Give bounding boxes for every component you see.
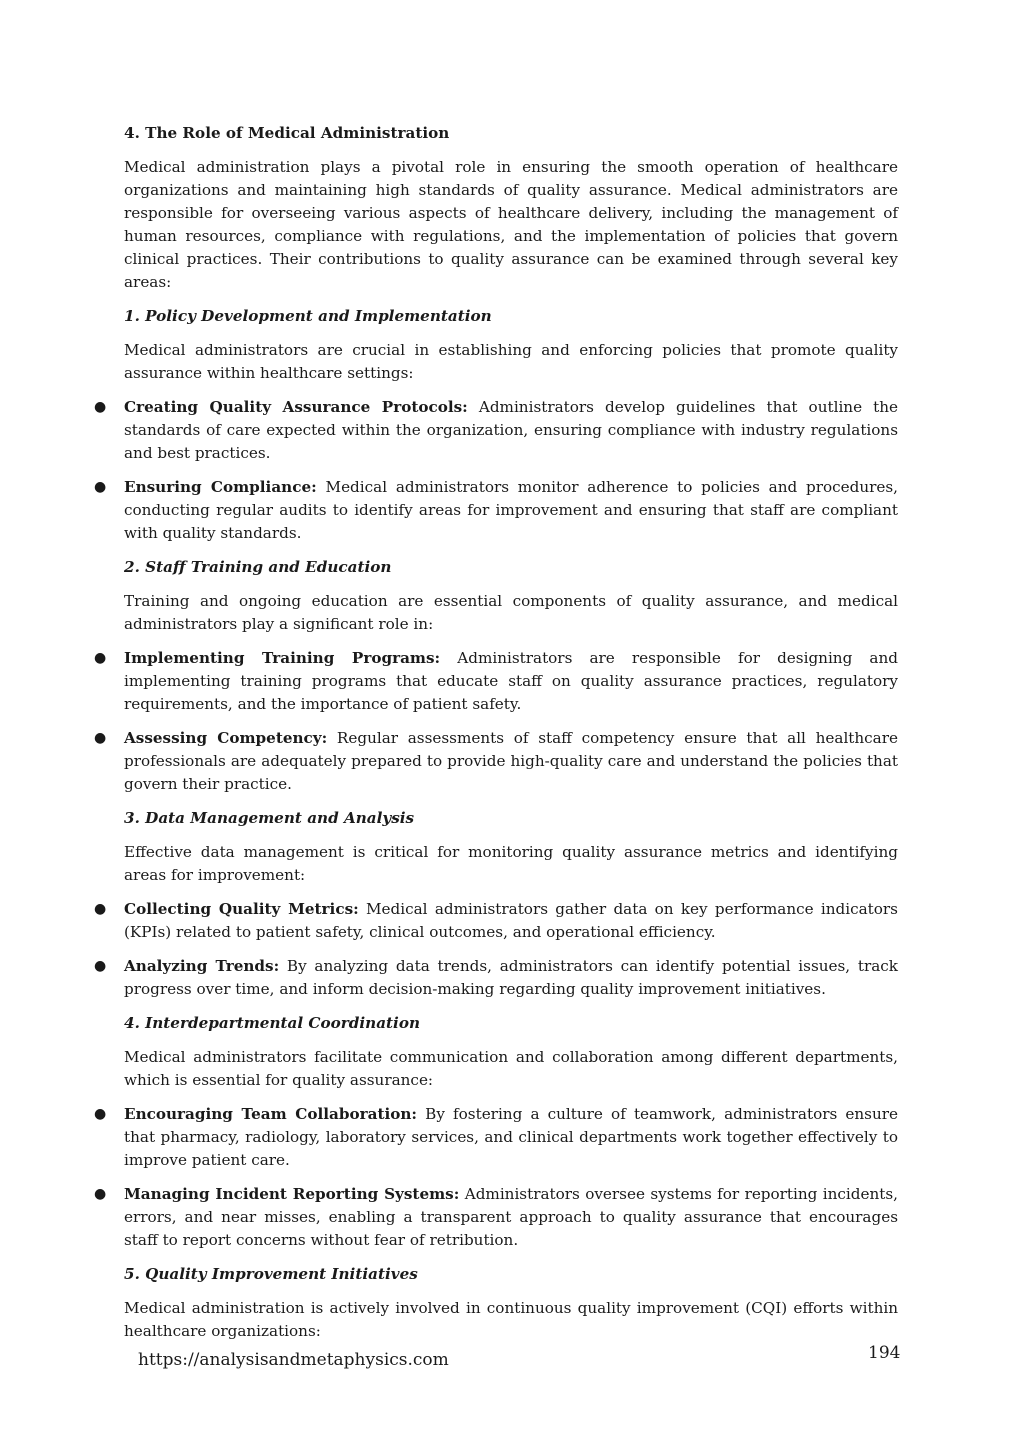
bullet-lead: Managing Incident Reporting Systems: <box>124 1185 460 1203</box>
list-item <box>94 1103 898 1172</box>
page-content <box>94 122 898 1354</box>
bullet-icon: ● <box>94 901 107 917</box>
bullet-text: Administrators are responsible for designing and implementing training programs that educate staff on quality assurance practices, regulatory requirements, and the importance of patient safety. <box>124 649 898 713</box>
section-title: 4. The Role of Medical Administration <box>124 124 450 142</box>
list-item <box>94 727 898 796</box>
bullet-text: Medical administrators monitor adherence to policies and procedures, conducting regular audits to identify areas for improvement and ensuring that staff are compliant with quality standards. <box>124 478 898 542</box>
subsection-title: 2. Staff Training and Education <box>124 558 392 576</box>
subsection-intro: Medical administration is actively involved in continuous quality improvement (CQI) efforts within healthcare organizations: <box>124 1299 898 1340</box>
bullet-list <box>94 396 898 545</box>
bullet-list <box>94 898 898 1001</box>
footer-url: https://analysisandmetaphysics.com <box>138 1350 449 1370</box>
bullet-text: Medical administrators gather data on key performance indicators (KPIs) related to patient safety, clinical outcomes, and operational efficiency. <box>124 900 898 941</box>
bullet-text: Administrators oversee systems for reporting incidents, errors, and near misses, enabling a transparent approach to quality assurance that encourages staff to report concerns without fear of retribution. <box>124 1185 898 1249</box>
section-intro: Medical administration plays a pivotal role in ensuring the smooth operation of healthcare organizations and maintaining high standards of quality assurance. Medical administrators are responsible for overseeing various aspects of healthcare delivery, including the management of human resources, compliance with regulations, and the implementation of policies that govern clinical practices. Their contributions to quality assurance can be examined through several key areas: <box>124 158 898 291</box>
subsection-title: 4. Interdepartmental Coordination <box>124 1014 420 1032</box>
list-item <box>94 476 898 545</box>
bullet-icon: ● <box>94 1106 107 1122</box>
bullet-text: Administrators develop guidelines that outline the standards of care expected within the organization, ensuring compliance with industry regulations and best practices. <box>124 398 898 462</box>
subsection-title: 1. Policy Development and Implementation <box>124 307 492 325</box>
bullet-text: By analyzing data trends, administrators can identify potential issues, track progress over time, and inform decision-making regarding quality improvement initiatives. <box>124 957 898 998</box>
bullet-lead: Creating Quality Assurance Protocols: <box>124 398 468 416</box>
subsection-title: 5. Quality Improvement Initiatives <box>124 1265 418 1283</box>
subsection-intro: Medical administrators facilitate communication and collaboration among different departments, which is essential for quality assurance: <box>124 1048 898 1089</box>
bullet-lead: Implementing Training Programs: <box>124 649 441 667</box>
bullet-lead: Analyzing Trends: <box>124 957 280 975</box>
list-item <box>94 898 898 944</box>
subsection-intro: Effective data management is critical for monitoring quality assurance metrics and identifying areas for improvement: <box>124 843 898 884</box>
bullet-list <box>94 1103 898 1252</box>
bullet-lead: Collecting Quality Metrics: <box>124 900 359 918</box>
bullet-icon: ● <box>94 1186 107 1202</box>
bullet-icon: ● <box>94 479 107 495</box>
bullet-lead: Assessing Competency: <box>124 729 328 747</box>
bullet-text: By fostering a culture of teamwork, administrators ensure that pharmacy, radiology, laboratory services, and clinical departments work together effectively to improve patient care. <box>124 1105 898 1169</box>
bullet-lead: Ensuring Compliance: <box>124 478 317 496</box>
list-item <box>94 1183 898 1252</box>
bullet-icon: ● <box>94 399 107 415</box>
list-item <box>94 955 898 1001</box>
list-item <box>94 647 898 716</box>
list-item <box>94 396 898 465</box>
page-number: 194 <box>868 1343 901 1363</box>
bullet-text: Regular assessments of staff competency ensure that all healthcare professionals are adequately prepared to provide high-quality care and understand the policies that govern their practice. <box>124 729 898 793</box>
subsection-intro: Medical administrators are crucial in establishing and enforcing policies that promote quality assurance within healthcare settings: <box>124 341 898 382</box>
bullet-icon: ● <box>94 650 107 666</box>
subsection-title: 3. Data Management and Analysis <box>124 809 415 827</box>
bullet-icon: ● <box>94 730 107 746</box>
bullet-icon: ● <box>94 958 107 974</box>
bullet-list <box>94 647 898 796</box>
subsection-intro: Training and ongoing education are essential components of quality assurance, and medical administrators play a significant role in: <box>124 592 898 633</box>
bullet-lead: Encouraging Team Collaboration: <box>124 1105 418 1123</box>
